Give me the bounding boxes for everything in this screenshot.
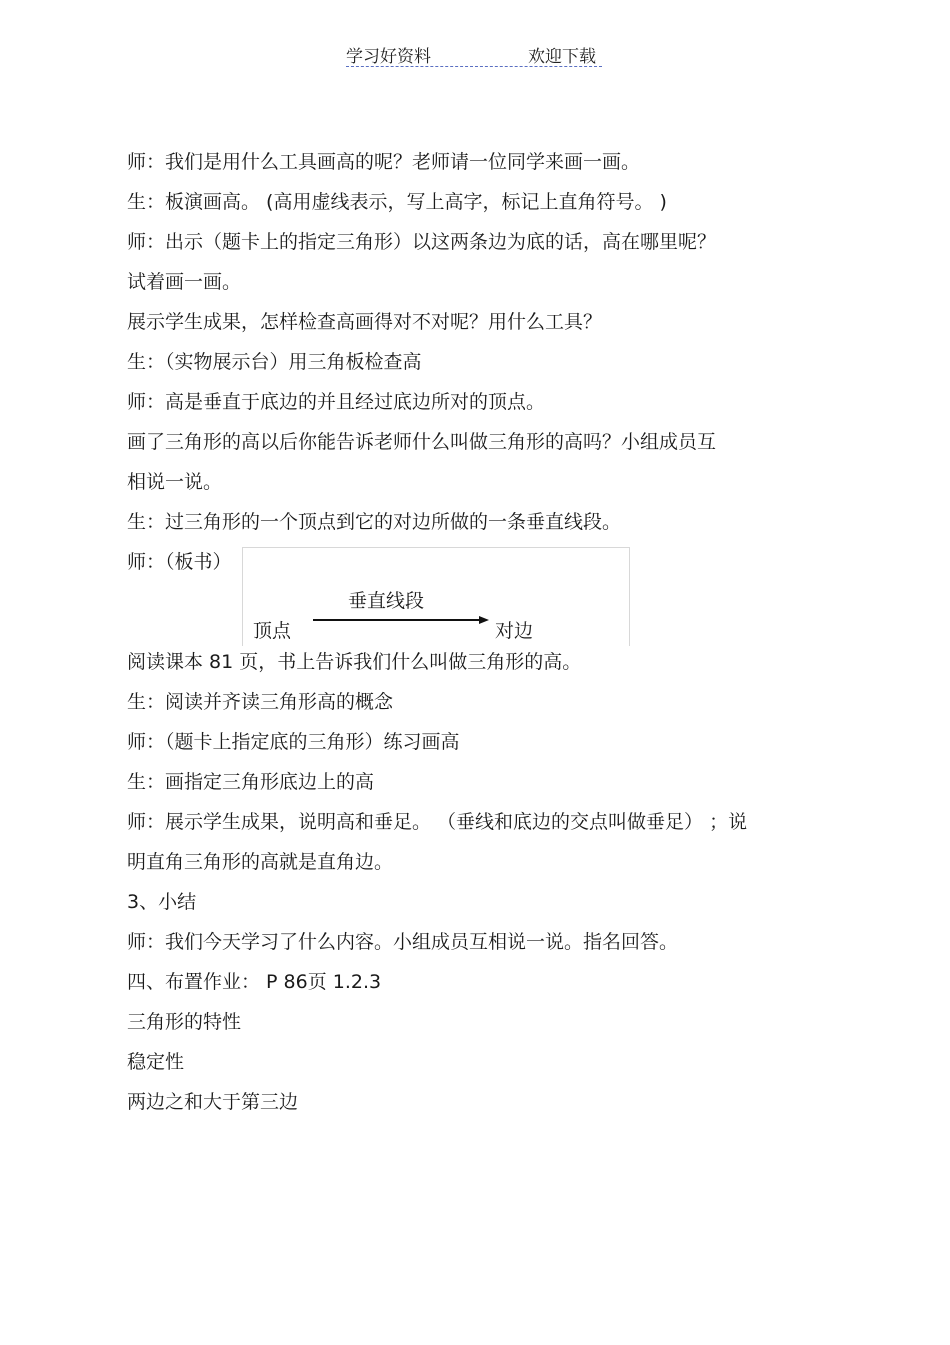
text-line: 生：（实物展示台）用三角板检查高 (127, 351, 422, 373)
arrow-label: 垂直线段 (348, 590, 425, 612)
text-line: 师：高是垂直于底边的并且经过底边所对的顶点。 (127, 391, 546, 413)
text-line: 生：过三角形的一个顶点到它的对边所做的一条垂直线段。 (127, 511, 622, 533)
header-right-text: 欢迎下载 (528, 47, 596, 67)
header-left-text: 学习好资料 (346, 47, 431, 67)
text-line: 展示学生成果，怎样检查高画得对不对呢？用什么工具？ (127, 311, 603, 333)
blackboard-section (127, 548, 827, 648)
document-body (127, 148, 827, 1128)
arrow-start-label: 顶点 (253, 620, 292, 642)
blackboard-diagram (242, 547, 630, 646)
text-line: 相说一说。 (127, 471, 223, 493)
text-line: 四、布置作业： P 86页 1.2.3 (127, 971, 382, 993)
text-line: 生：画指定三角形底边上的高 (127, 771, 375, 793)
text-line: 生：板演画高。 (高用虚线表示，写上高字，标记上直角符号。 ) (127, 191, 667, 213)
text-line: 阅读课本 81 页，书上告诉我们什么叫做三角形的高。 (127, 651, 582, 673)
text-line: 两边之和大于第三边 (127, 1091, 299, 1113)
text-line: 师：我们今天学习了什么内容。小组成员互相说一说。指名回答。 (127, 931, 679, 953)
board-label: 师：（板书） (127, 551, 232, 573)
text-line: 稳定性 (127, 1051, 185, 1073)
text-line: 明直角三角形的高就是直角边。 (127, 851, 394, 873)
text-line: 画了三角形的高以后你能告诉老师什么叫做三角形的高吗？小组成员互 (127, 431, 717, 453)
text-line: 师：我们是用什么工具画高的呢？老师请一位同学来画一画。 (127, 151, 641, 173)
arrow-icon (313, 614, 489, 626)
text-line: 师：出示（题卡上的指定三角形）以这两条边为底的话，高在哪里呢？ (127, 231, 717, 253)
text-line: 师：（题卡上指定底的三角形）练习画高 (127, 731, 460, 753)
text-line: 生：阅读并齐读三角形高的概念 (127, 691, 394, 713)
arrow-end-label: 对边 (495, 620, 534, 642)
text-line: 试着画一画。 (127, 271, 242, 293)
text-line: 师：展示学生成果，说明高和垂足。 （垂线和底边的交点叫做垂足） ；说 (127, 811, 748, 833)
text-line: 三角形的特性 (127, 1011, 242, 1033)
page-header (346, 40, 602, 67)
section-heading: 3、小结 (127, 891, 197, 913)
